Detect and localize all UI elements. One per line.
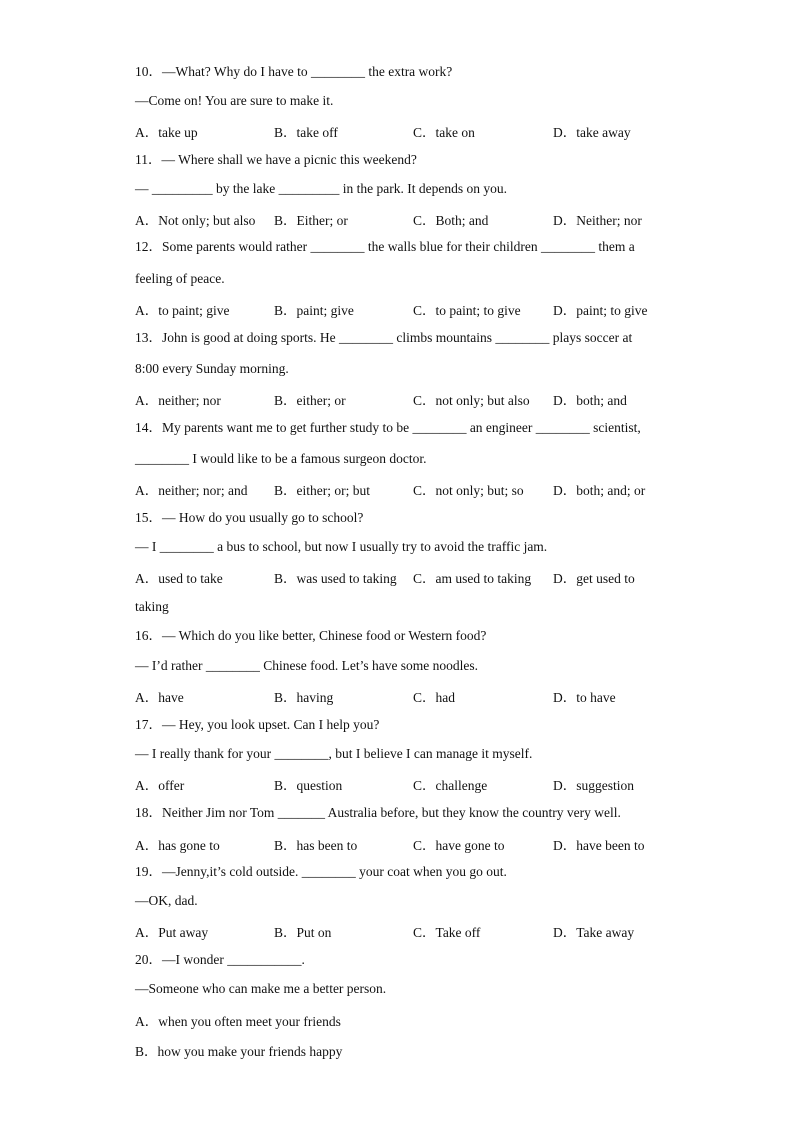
option-text: take away <box>576 125 631 140</box>
option-text: had <box>435 690 456 705</box>
option-letter: C． <box>413 213 436 228</box>
question-17-line <box>135 745 532 763</box>
question-text: ________ I would like to be a famous surgeon doctor. <box>135 451 427 466</box>
question-text: — Where shall we have a picnic this weekend? <box>161 152 417 167</box>
option-letter: D． <box>553 393 577 408</box>
option-text: take off <box>296 125 338 140</box>
question-text: — I’d rather ________ Chinese food. Let’s have some noodles. <box>135 658 479 673</box>
option-text: Take off <box>435 925 481 940</box>
option-c <box>413 774 487 794</box>
option-letter: B． <box>135 1044 158 1059</box>
option-text: has gone to <box>158 838 220 853</box>
option-text: am used to taking <box>435 571 532 586</box>
option-text: to paint; give <box>158 303 230 318</box>
option-a <box>135 686 184 706</box>
option-text: have <box>158 690 184 705</box>
option-d <box>553 921 634 941</box>
question-number: 20． <box>135 952 162 967</box>
option-text: used to take <box>158 571 223 586</box>
option-a <box>135 389 221 409</box>
option-letter: C． <box>413 483 436 498</box>
question-text: — Hey, you look upset. Can I help you? <box>162 717 380 732</box>
option-letter: A． <box>135 571 159 586</box>
option-letter: C． <box>413 690 436 705</box>
option-a <box>135 774 184 794</box>
question-text: —I wonder ___________. <box>162 952 305 967</box>
question-text: 8:00 every Sunday morning. <box>135 361 289 376</box>
option-letter: B． <box>274 925 297 940</box>
question-15-line <box>135 538 547 556</box>
option-d <box>553 686 616 706</box>
option-letter: C． <box>413 303 436 318</box>
question-12-line <box>135 270 225 288</box>
option-letter: B． <box>274 125 297 140</box>
option-letter: A． <box>135 690 159 705</box>
question-11-line <box>135 180 507 198</box>
question-19-line <box>135 863 507 881</box>
option-text: take on <box>435 125 475 140</box>
option-letter: D． <box>553 213 577 228</box>
option-d <box>553 834 644 854</box>
option-c <box>413 834 505 854</box>
option-text: challenge <box>435 778 488 793</box>
option-continuation: taking <box>135 599 169 614</box>
option-text: question <box>296 778 343 793</box>
question-number: 10． <box>135 64 162 79</box>
question-number: 16． <box>135 628 162 643</box>
option-letter: A． <box>135 393 159 408</box>
option-d <box>553 299 648 319</box>
option-letter: B． <box>274 571 297 586</box>
option-b <box>274 921 331 941</box>
option-letter: A． <box>135 778 159 793</box>
option-text: suggestion <box>576 778 635 793</box>
question-12-line <box>135 238 635 256</box>
option-letter: D． <box>553 690 577 705</box>
question-text: John is good at doing sports. He ________ climbs mountains ________ plays soccer at <box>162 330 633 345</box>
option-letter: A． <box>135 125 159 140</box>
question-text: — Which do you like better, Chinese food or Western food? <box>162 628 487 643</box>
option-text: either; or; but <box>296 483 370 498</box>
option-a <box>135 121 198 141</box>
option-text: to have <box>576 690 616 705</box>
option-b <box>274 389 346 409</box>
option-text: have been to <box>576 838 645 853</box>
question-20-line <box>135 951 305 969</box>
question-18-line <box>135 804 621 822</box>
question-number: 15． <box>135 510 162 525</box>
option-c <box>413 921 480 941</box>
option-text: Neither; nor <box>576 213 642 228</box>
question-text: — _________ by the lake _________ in the park. It depends on you. <box>135 181 507 196</box>
option-letter: C． <box>413 838 436 853</box>
question-text: — I really thank for your ________, but I believe I can manage it myself. <box>135 746 533 761</box>
option-b <box>274 299 354 319</box>
option-text: Not only; but also <box>158 213 256 228</box>
question-number: 13． <box>135 330 162 345</box>
option-d <box>553 567 635 587</box>
option-text: neither; nor; and <box>158 483 248 498</box>
option-letter: B． <box>274 690 297 705</box>
option-text: paint; to give <box>576 303 648 318</box>
question-text: —Someone who can make me a better person. <box>135 981 387 996</box>
option-text: both; and <box>576 393 627 408</box>
option-letter: B． <box>274 213 297 228</box>
option-text: both; and; or <box>576 483 646 498</box>
option-letter: D． <box>553 778 577 793</box>
question-11-line <box>135 151 417 169</box>
option-text: neither; nor <box>158 393 221 408</box>
question-number: 19． <box>135 864 162 879</box>
question-text: Neither Jim nor Tom _______ Australia before, but they know the country very well. <box>162 805 621 820</box>
question-text: Some parents would rather ________ the walls blue for their children ________ them a <box>162 239 635 254</box>
option-a <box>135 479 247 499</box>
option-text: having <box>296 690 334 705</box>
option-letter: D． <box>553 303 577 318</box>
question-10-line <box>135 92 333 110</box>
option-text: how you make your friends happy <box>157 1044 343 1059</box>
option-text: Put away <box>158 925 209 940</box>
option-letter: D． <box>553 125 577 140</box>
option-b <box>135 1040 342 1060</box>
option-letter: C． <box>413 778 436 793</box>
option-text: offer <box>158 778 185 793</box>
option-text: not only; but also <box>435 393 530 408</box>
option-text: either; or <box>296 393 346 408</box>
question-19-line <box>135 892 198 910</box>
option-c <box>413 299 521 319</box>
option-d <box>553 209 642 229</box>
option-letter: C． <box>413 393 436 408</box>
option-letter: B． <box>274 838 297 853</box>
option-c <box>413 686 455 706</box>
question-text: —Jenny,it’s cold outside. ________ your coat when you go out. <box>162 864 507 879</box>
option-letter: A． <box>135 303 159 318</box>
option-letter: A． <box>135 483 159 498</box>
option-c <box>413 479 524 499</box>
option-b <box>274 834 357 854</box>
option-letter: B． <box>274 483 297 498</box>
question-number: 17． <box>135 717 162 732</box>
option-letter: A． <box>135 838 159 853</box>
option-text: Both; and <box>435 213 489 228</box>
question-text: — I ________ a bus to school, but now I usually try to avoid the traffic jam. <box>135 539 548 554</box>
question-14-line <box>135 450 426 468</box>
option-b <box>274 567 397 587</box>
option-text: have gone to <box>435 838 505 853</box>
question-15-line <box>135 509 363 527</box>
option-a <box>135 921 208 941</box>
option-text: Take away <box>576 925 635 940</box>
question-16-line <box>135 657 478 675</box>
option-letter: A． <box>135 213 159 228</box>
option-b <box>274 209 348 229</box>
option-letter: B． <box>274 778 297 793</box>
question-number: 18． <box>135 805 162 820</box>
question-text: —What? Why do I have to ________ the extra work? <box>162 64 453 79</box>
option-b <box>274 479 370 499</box>
option-b <box>274 686 333 706</box>
option-text: Put on <box>296 925 332 940</box>
option-c <box>413 121 475 141</box>
option-text: was used to taking <box>296 571 397 586</box>
option-c <box>413 209 488 229</box>
option-d <box>553 479 645 499</box>
question-text: —Come on! You are sure to make it. <box>135 93 334 108</box>
option-a <box>135 1010 341 1030</box>
option-text: has been to <box>296 838 358 853</box>
question-10-line <box>135 63 452 81</box>
option-letter: A． <box>135 925 159 940</box>
question-20-line <box>135 980 386 998</box>
question-13-line <box>135 360 289 378</box>
option-letter: D． <box>553 838 577 853</box>
question-number: 12． <box>135 239 162 254</box>
option-b <box>274 121 338 141</box>
question-number: 11． <box>135 152 162 167</box>
option-d <box>553 389 627 409</box>
option-c <box>413 567 531 587</box>
option-c <box>413 389 530 409</box>
question-14-line <box>135 419 641 437</box>
question-13-line <box>135 329 632 347</box>
option-letter: D． <box>553 483 577 498</box>
option-a <box>135 834 220 854</box>
option-text: to paint; to give <box>435 303 521 318</box>
option-b <box>274 774 342 794</box>
option-text: Either; or <box>296 213 348 228</box>
option-d <box>553 774 634 794</box>
question-16-line <box>135 627 486 645</box>
option-text: when you often meet your friends <box>158 1014 341 1029</box>
option-d <box>553 121 631 141</box>
option-letter: A． <box>135 1014 159 1029</box>
option-letter: B． <box>274 303 297 318</box>
option-a <box>135 299 230 319</box>
option-a <box>135 209 255 229</box>
question-number: 14． <box>135 420 162 435</box>
question-17-line <box>135 716 379 734</box>
option-letter: B． <box>274 393 297 408</box>
option-a <box>135 567 223 587</box>
option-letter: D． <box>553 925 577 940</box>
question-text: My parents want me to get further study to be ________ an engineer ________ scientist, <box>162 420 641 435</box>
option-letter: D． <box>553 571 577 586</box>
option-letter: C． <box>413 571 436 586</box>
question-text: —OK, dad. <box>135 893 198 908</box>
option-text: not only; but; so <box>435 483 524 498</box>
option-text: get used to <box>576 571 635 586</box>
option-text: paint; give <box>296 303 354 318</box>
question-text: — How do you usually go to school? <box>162 510 364 525</box>
option-letter: C． <box>413 125 436 140</box>
option-text: take up <box>158 125 198 140</box>
question-text: feeling of peace. <box>135 271 225 286</box>
option-letter: C． <box>413 925 436 940</box>
